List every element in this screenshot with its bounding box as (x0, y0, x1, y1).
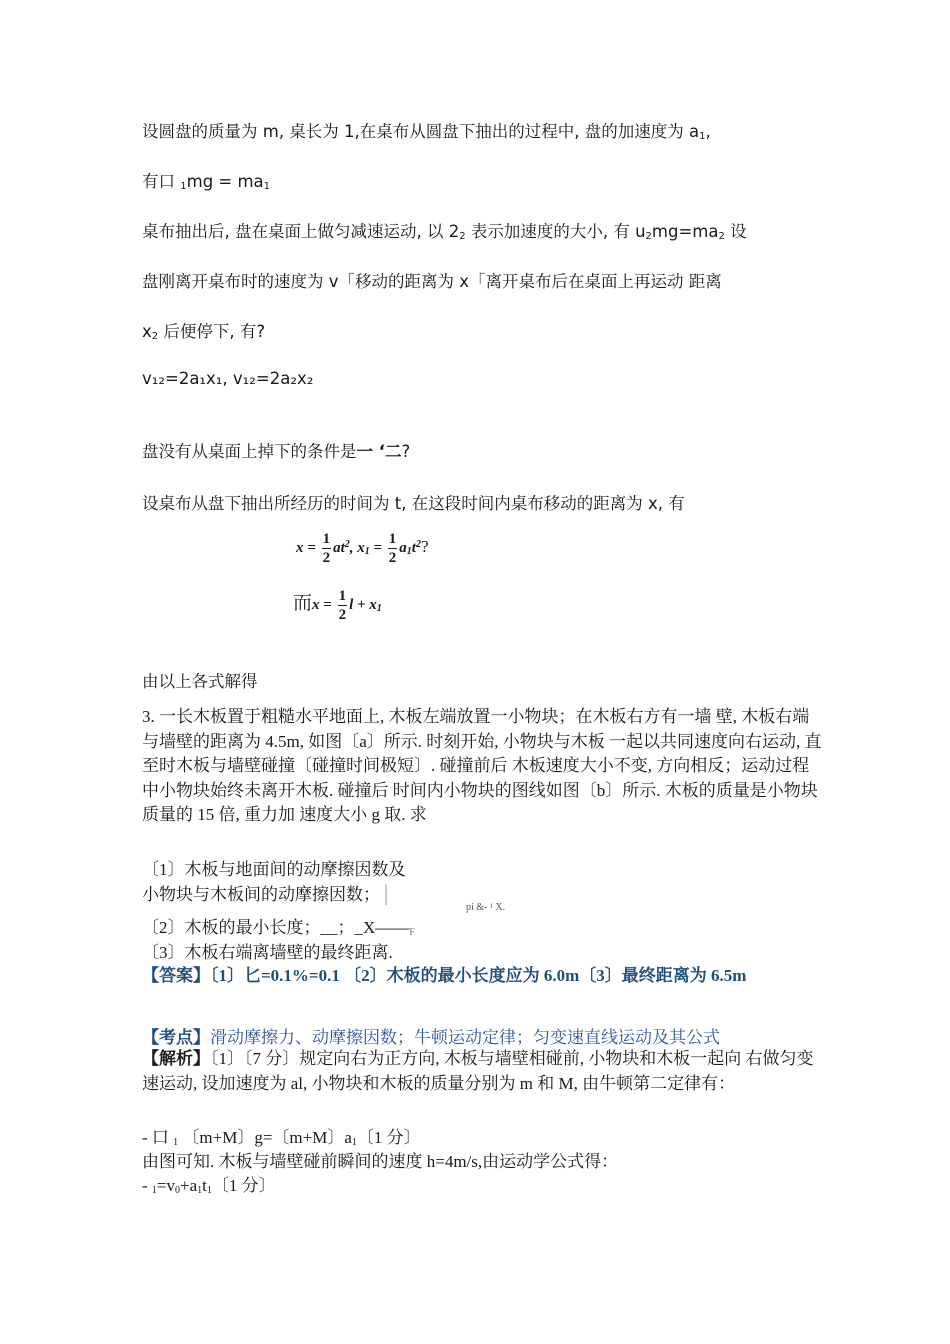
text: 由以上各式解得 (142, 672, 258, 691)
subscript: 1 (376, 602, 382, 614)
subscript: 1 (699, 131, 706, 142)
text: 盘刚离开桌布时的速度为 v「移动的距离为 x「离开桌布后在桌面上再运动 距离 (142, 272, 722, 291)
superscript: 2 (344, 538, 350, 550)
text: 有口 (142, 172, 181, 191)
text-line-3 (142, 218, 747, 242)
text-bold: 一 ‘二 (356, 442, 402, 461)
subscript: 1 (351, 1137, 357, 1148)
text-line-5 (142, 318, 265, 342)
fraction (388, 530, 398, 567)
text-line-1 (142, 118, 711, 142)
problem-text: 3. 一长木板置于粗糙水平地面上, 木板左端放置一小物块；在木板右方有一墙 壁, 木板右端与墙壁的距离为 4.5m, 如图〔a〕所示. 时刻开始, 小物块与木板 一起以共同速度向右运动, 直至时木板与墙壁碰撞〔碰撞时间极短〕. 碰撞前后 木板速度大小不变, 方向相反；运动过程中小物块始终未离开木板. 碰撞后 时间内小物块的图线如图〔b〕所示. 木板的质量是小物块质量的 15 倍, 重力加 速度大小 g 取. 求 (142, 707, 822, 824)
subscript: 2 (459, 231, 466, 242)
text: 桌布抽出后, 盘在桌面上做匀减速运动, 以 2 (142, 222, 460, 241)
fraction (338, 587, 348, 624)
text: mg=ma (651, 222, 719, 241)
text: t (202, 1176, 207, 1195)
text: 〔1 分〕 (356, 1128, 421, 1147)
question-3 (142, 938, 393, 963)
eq-text: x = (312, 596, 332, 613)
question-1b (142, 880, 392, 905)
denominator: 2 (322, 550, 331, 566)
text: mg = ma (186, 172, 264, 191)
text: 〔1 分〕 (211, 1176, 276, 1195)
text: - (142, 1176, 152, 1195)
numerator: 1 (338, 588, 347, 604)
text: 设桌布从盘下抽出所经历的时间为 t, 在这段时间内桌布移动的距离为 x, 有 (142, 494, 685, 513)
text: 设 (724, 222, 747, 241)
kaodian-line (142, 1023, 720, 1048)
answer-block (142, 962, 832, 989)
text: +a (180, 1176, 198, 1195)
text: 设圆盘的质量为 m, 桌长为 1,在桌布从圆盘下抽出的过程中, 盘的加速度为 a (142, 122, 700, 141)
numerator: 1 (322, 531, 331, 547)
numerator: 1 (388, 531, 397, 547)
text: 〔1〕木板与地面间的动摩擦因数及 (142, 860, 406, 879)
denominator: 2 (388, 550, 397, 566)
subscript: 1 (206, 1185, 212, 1196)
subscript: 2 (151, 331, 159, 342)
subscript: 1 (151, 1185, 157, 1196)
text: 〔3〕木板右端离墙壁的最终距离. (142, 943, 393, 962)
text: 表示加速度的大小, 有 u (465, 222, 646, 241)
text-line-8 (142, 490, 685, 514)
text: 盘没有从桌面上掉下的条件是 (142, 442, 357, 461)
text-line-2 (142, 168, 270, 192)
eq-text: at (333, 539, 345, 556)
eq-text: 而 (293, 591, 313, 614)
text: 后便停下, 有? (158, 322, 266, 341)
eq-text: a (399, 539, 407, 556)
eq-text: x = (296, 539, 316, 556)
text: - 口 (142, 1128, 174, 1147)
subscript: 1 (197, 1185, 203, 1196)
subscript: 2 (645, 231, 652, 242)
question-1a (142, 855, 406, 880)
formula-3 (142, 1171, 276, 1196)
answer-label: 【答案】 (142, 966, 210, 985)
text-line-6 (142, 369, 313, 388)
subscript: 1 (364, 545, 370, 557)
text-line-4 (142, 268, 722, 292)
kaodian-text: 滑动摩擦力、动摩擦因数；牛顿运动定律；匀变速直线运动及其公式 (210, 1028, 720, 1047)
text: 〔m+M〕g=〔m+M〕a (178, 1128, 352, 1147)
mark: │ (380, 885, 393, 904)
text: pi &- ¹ X. (466, 902, 506, 913)
text: ? (401, 442, 411, 461)
text: =v (156, 1176, 176, 1195)
problem-paragraph (142, 705, 822, 828)
eq-text: , x (349, 539, 365, 556)
equation-2 (293, 587, 382, 624)
superscript: 2 (415, 538, 421, 550)
formula-1 (142, 1123, 421, 1148)
subscript: 0 (175, 1185, 181, 1196)
equation-1 (296, 530, 429, 567)
jiexi-label: 【解析】 (142, 1049, 210, 1068)
text: , (705, 122, 711, 141)
subscript: 1 (263, 181, 271, 192)
subscript: 1 (173, 1137, 179, 1148)
eq-text: t (411, 539, 416, 556)
text: 由图可知. 木板与墙壁碰前瞬间的速度 h=4m/s,由运动学公式得： (142, 1152, 619, 1171)
fraction (322, 530, 332, 567)
eq-text: ? (420, 536, 429, 556)
kaodian-label: 【考点】 (142, 1028, 210, 1047)
subscript: 1 (406, 545, 412, 557)
formula-2 (142, 1147, 618, 1172)
text: 〔2〕木板的最小长度；__；_X—— (142, 918, 410, 937)
text-line-9 (142, 668, 258, 692)
question-2 (142, 913, 415, 938)
subscript: 2 (718, 231, 725, 242)
denominator: 2 (338, 607, 347, 623)
jiexi-text: 〔1〕〔7 分〕规定向右为正方向, 木板与墙壁相碰前, 小物块和木板一起向 右做匀变速运动, 设加速度为 al, 小物块和木板的质量分别为 m 和 M, 由牛顿第二定律有： (142, 1049, 814, 1093)
jiexi-block (142, 1047, 828, 1096)
text: v₁₂=2a₁x₁, v₁₂=2a₂x₂ (142, 369, 314, 388)
text: 小物块与木板间的动摩擦因数； (142, 885, 380, 904)
eq-text: l + x (349, 596, 377, 613)
noise-text (466, 902, 505, 913)
text: x (142, 322, 152, 341)
subscript: 1 (180, 181, 187, 192)
text-line-7 (142, 438, 410, 462)
answer-text: 〔1〕匕=0.1%=0.1 〔2〕木板的最小长度应为 6.0m〔3〕最终距离为 6.5m (210, 966, 747, 985)
eq-text: = (369, 539, 383, 556)
subscript: F (409, 927, 415, 938)
